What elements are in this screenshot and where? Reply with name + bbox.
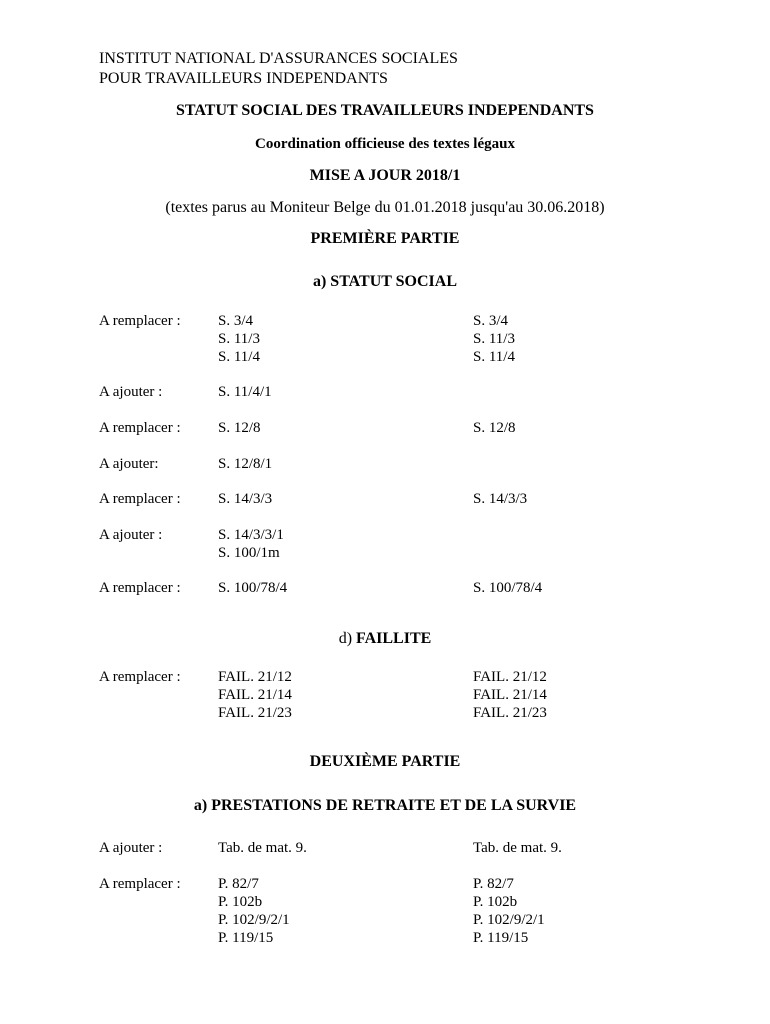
publication-period: (textes parus au Moniteur Belge du 01.01.2018 jusqu'au 30.06.2018) [165, 199, 605, 216]
page-reference: S. 100/78/4 [218, 580, 288, 596]
new-pages-column [218, 312, 260, 366]
page-reference: P. 119/15 [473, 930, 529, 946]
entry-action-label: A remplacer : [99, 876, 181, 892]
page-reference: S. 3/4 [218, 313, 254, 329]
page-reference: S. 12/8/1 [218, 456, 273, 472]
entry-action-label: A ajouter : [99, 527, 163, 543]
part1-section-d-title [0, 629, 770, 649]
page-reference: FAIL. 21/23 [473, 705, 547, 721]
page-reference: P. 119/15 [218, 930, 274, 946]
new-pages-column [218, 383, 272, 401]
page-reference: S. 11/3 [218, 331, 260, 347]
new-pages-column [218, 455, 272, 473]
entry-action-label: A ajouter : [99, 840, 163, 856]
page-reference: P. 102b [218, 894, 263, 910]
old-pages-column [473, 312, 515, 366]
old-pages-column [473, 875, 545, 947]
page-reference: FAIL. 21/14 [473, 687, 547, 703]
old-pages-column [473, 419, 516, 437]
entry-action-label: A remplacer : [99, 491, 181, 507]
page-reference: S. 14/3/3 [218, 491, 273, 507]
page-reference: S. 12/8 [218, 420, 261, 436]
entry-action-label: A remplacer : [99, 669, 181, 685]
page-reference: FAIL. 21/14 [218, 687, 292, 703]
document-title: STATUT SOCIAL DES TRAVAILLEURS INDEPENDANTS [176, 102, 594, 119]
new-pages-column [218, 668, 292, 722]
new-pages-column [218, 579, 287, 597]
page-reference: S. 14/3/3 [473, 491, 528, 507]
page-reference: S. 100/78/4 [473, 580, 543, 596]
entry-action-label: A remplacer : [99, 420, 181, 436]
page-reference: Tab. de mat. 9. [218, 840, 307, 856]
page-reference: FAIL. 21/23 [218, 705, 292, 721]
page-reference: S. 11/4 [473, 349, 515, 365]
entry-action-label: A ajouter: [99, 456, 159, 472]
page-reference: S. 14/3/3/1 [218, 527, 284, 543]
section-d-title-text: FAILLITE [356, 630, 432, 647]
new-pages-column [218, 875, 290, 947]
entry-action-label: A remplacer : [99, 313, 181, 329]
page-reference: FAIL. 21/12 [473, 669, 547, 685]
page-reference: S. 11/4/1 [218, 384, 272, 400]
institute-name-line2: POUR TRAVAILLEURS INDEPENDANTS [99, 70, 388, 87]
page-reference: S. 11/3 [473, 331, 515, 347]
old-pages-column [473, 579, 542, 597]
part2-section-a-title: a) PRESTATIONS DE RETRAITE ET DE LA SURVIE [193, 797, 577, 814]
update-heading: MISE A JOUR 2018/1 [309, 167, 461, 184]
new-pages-column [218, 419, 261, 437]
page-reference: P. 102/9/2/1 [218, 912, 290, 928]
page-reference: S. 11/4 [218, 349, 260, 365]
page-reference: Tab. de mat. 9. [473, 840, 562, 856]
old-pages-column [473, 668, 547, 722]
new-pages-column [218, 839, 307, 857]
page-reference: P. 102/9/2/1 [473, 912, 545, 928]
part1-section-a-title: a) STATUT SOCIAL [312, 273, 458, 290]
new-pages-column [218, 526, 284, 562]
part2-title: DEUXIÈME PARTIE [309, 753, 461, 770]
old-pages-column [473, 839, 562, 857]
section-d-prefix: d) [338, 630, 357, 647]
page-reference: P. 82/7 [473, 876, 514, 892]
document-subtitle: Coordination officieuse des textes légaux [255, 136, 515, 152]
page-reference: P. 102b [473, 894, 518, 910]
page-reference: S. 100/1m [218, 545, 280, 561]
entry-action-label: A ajouter : [99, 384, 163, 400]
old-pages-column [473, 490, 527, 508]
page-reference: FAIL. 21/12 [218, 669, 292, 685]
page-reference: S. 3/4 [473, 313, 509, 329]
page-reference: S. 12/8 [473, 420, 516, 436]
page-reference: P. 82/7 [218, 876, 259, 892]
entry-action-label: A remplacer : [99, 580, 181, 596]
part1-title: PREMIÈRE PARTIE [310, 230, 460, 247]
institute-name-line1: INSTITUT NATIONAL D'ASSURANCES SOCIALES [99, 50, 458, 67]
new-pages-column [218, 490, 272, 508]
